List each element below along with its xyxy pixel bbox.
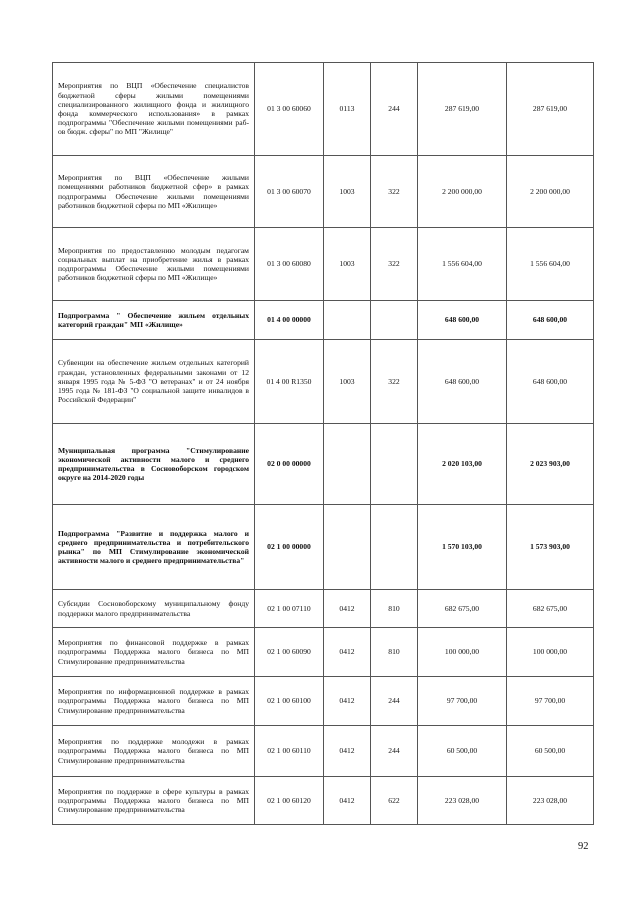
row-code: 02 1 00 60110 [255, 726, 324, 777]
row-section: 0412 [324, 590, 371, 628]
row-expense-type: 810 [371, 590, 418, 628]
row-sum-2: 1 573 903,00 [507, 505, 594, 590]
row-name: Муниципальная программа "Стимулирование экономической активности малого и среднего предпринимательства в Сосновоборском городском округе на 2014-2020 годы [53, 424, 255, 505]
row-code: 01 3 00 60080 [255, 228, 324, 301]
row-sum-1: 100 000,00 [418, 628, 507, 677]
table-row [53, 156, 594, 228]
row-code: 02 1 00 00000 [255, 505, 324, 590]
row-expense-type: 322 [371, 228, 418, 301]
row-sum-2: 2 200 000,00 [507, 156, 594, 228]
row-sum-1: 682 675,00 [418, 590, 507, 628]
row-sum-1: 1 556 604,00 [418, 228, 507, 301]
row-sum-1: 223 028,00 [418, 777, 507, 825]
row-sum-2: 682 675,00 [507, 590, 594, 628]
row-sum-1: 648 600,00 [418, 301, 507, 340]
row-section: 1003 [324, 340, 371, 424]
row-name: Субвенции на обеспечение жильем отдельных категорий граждан, установленных федеральными законами от 12 января 1995 года № 5-ФЗ "О ветеранах" и от 24 ноября 1995 года № 181-ФЗ "О социальной защите инвалидов в Российской Федерации" [53, 340, 255, 424]
row-code: 01 3 00 60060 [255, 63, 324, 156]
row-sum-2: 648 600,00 [507, 340, 594, 424]
row-code: 02 1 00 60100 [255, 677, 324, 726]
row-sum-1: 287 619,00 [418, 63, 507, 156]
row-sum-2: 97 700,00 [507, 677, 594, 726]
row-name: Мероприятия по поддержке в сфере культуры в рамках подпрограммы Поддержка малого бизнеса по МП Стимулирование предпринимательства [53, 777, 255, 825]
row-section: 0113 [324, 63, 371, 156]
row-name: Мероприятия по предоставлению молодым педагогам социальных выплат на приобретение жилья в рамках подпрограммы Обеспечение жилыми помещениями работников бюджетной сферы по МП «Жилище» [53, 228, 255, 301]
row-sum-2: 223 028,00 [507, 777, 594, 825]
row-sum-2: 648 600,00 [507, 301, 594, 340]
row-name: Мероприятия по ВЦП «Обеспечение специалистов бюджетной сферы жилыми помещениями специализированного жилищного фонда и жилищного фонда коммерческого использования» в рамках подпрограммы "Обеспечение жилыми помещениями раб-ов бюдж. сферы" по МП "Жилище" [53, 63, 255, 156]
row-code: 02 0 00 00000 [255, 424, 324, 505]
table-row [53, 63, 594, 156]
page-number: 92 [578, 841, 589, 852]
row-section: 0412 [324, 677, 371, 726]
table-row [53, 505, 594, 590]
row-section [324, 301, 371, 340]
row-code: 01 3 00 60070 [255, 156, 324, 228]
row-expense-type: 322 [371, 340, 418, 424]
row-name: Мероприятия по поддержке молодежи в рамках подпрограммы Поддержка малого бизнеса по МП Стимулирование предпринимательства [53, 726, 255, 777]
row-sum-2: 100 000,00 [507, 628, 594, 677]
row-section: 1003 [324, 228, 371, 301]
row-name: Субсидии Сосновоборскому муниципальному фонду поддержки малого предпринимательства [53, 590, 255, 628]
row-code: 02 1 00 60090 [255, 628, 324, 677]
row-sum-1: 2 020 103,00 [418, 424, 507, 505]
row-name: Подпрограмма " Обеспечение жильем отдельных категорий граждан" МП «Жилище» [53, 301, 255, 340]
row-sum-2: 1 556 604,00 [507, 228, 594, 301]
row-sum-1: 97 700,00 [418, 677, 507, 726]
row-expense-type: 322 [371, 156, 418, 228]
table-row [53, 424, 594, 505]
table-row [53, 590, 594, 628]
row-code: 02 1 00 07110 [255, 590, 324, 628]
row-sum-1: 60 500,00 [418, 726, 507, 777]
table-row [53, 628, 594, 677]
row-section: 0412 [324, 628, 371, 677]
row-expense-type: 810 [371, 628, 418, 677]
table-row [53, 301, 594, 340]
table-row [53, 677, 594, 726]
table-row [53, 726, 594, 777]
table-row [53, 340, 594, 424]
row-sum-1: 1 570 103,00 [418, 505, 507, 590]
row-name: Подпрограмма "Развитие и поддержка малого и среднего предпринимательства и потребительского рынка" по МП Стимулирование экономической активности малого и среднего предпринимательства" [53, 505, 255, 590]
table-row [53, 228, 594, 301]
row-sum-2: 2 023 903,00 [507, 424, 594, 505]
row-sum-2: 287 619,00 [507, 63, 594, 156]
row-section: 0412 [324, 726, 371, 777]
row-expense-type: 622 [371, 777, 418, 825]
row-name: Мероприятия по финансовой поддержке в рамках подпрограммы Поддержка малого бизнеса по МП Стимулирование предпринимательства [53, 628, 255, 677]
row-expense-type: 244 [371, 726, 418, 777]
row-section: 0412 [324, 777, 371, 825]
row-sum-1: 648 600,00 [418, 340, 507, 424]
row-expense-type [371, 424, 418, 505]
row-section [324, 424, 371, 505]
row-expense-type [371, 301, 418, 340]
row-code: 02 1 00 60120 [255, 777, 324, 825]
row-section [324, 505, 371, 590]
row-expense-type [371, 505, 418, 590]
budget-table [52, 62, 594, 825]
row-code: 01 4 00 R1350 [255, 340, 324, 424]
row-expense-type: 244 [371, 677, 418, 726]
row-sum-1: 2 200 000,00 [418, 156, 507, 228]
row-name: Мероприятия по ВЦП «Обеспечение жилыми помещениями работников бюджетной сфер» в рамках подпрограммы Обеспечение жилыми помещениями работников бюджетной сферы по МП «Жилище» [53, 156, 255, 228]
row-section: 1003 [324, 156, 371, 228]
row-sum-2: 60 500,00 [507, 726, 594, 777]
row-code: 01 4 00 00000 [255, 301, 324, 340]
row-name: Мероприятия по информационной поддержке в рамках подпрограммы Поддержка малого бизнеса по МП Стимулирование предпринимательства [53, 677, 255, 726]
row-expense-type: 244 [371, 63, 418, 156]
table-row [53, 777, 594, 825]
